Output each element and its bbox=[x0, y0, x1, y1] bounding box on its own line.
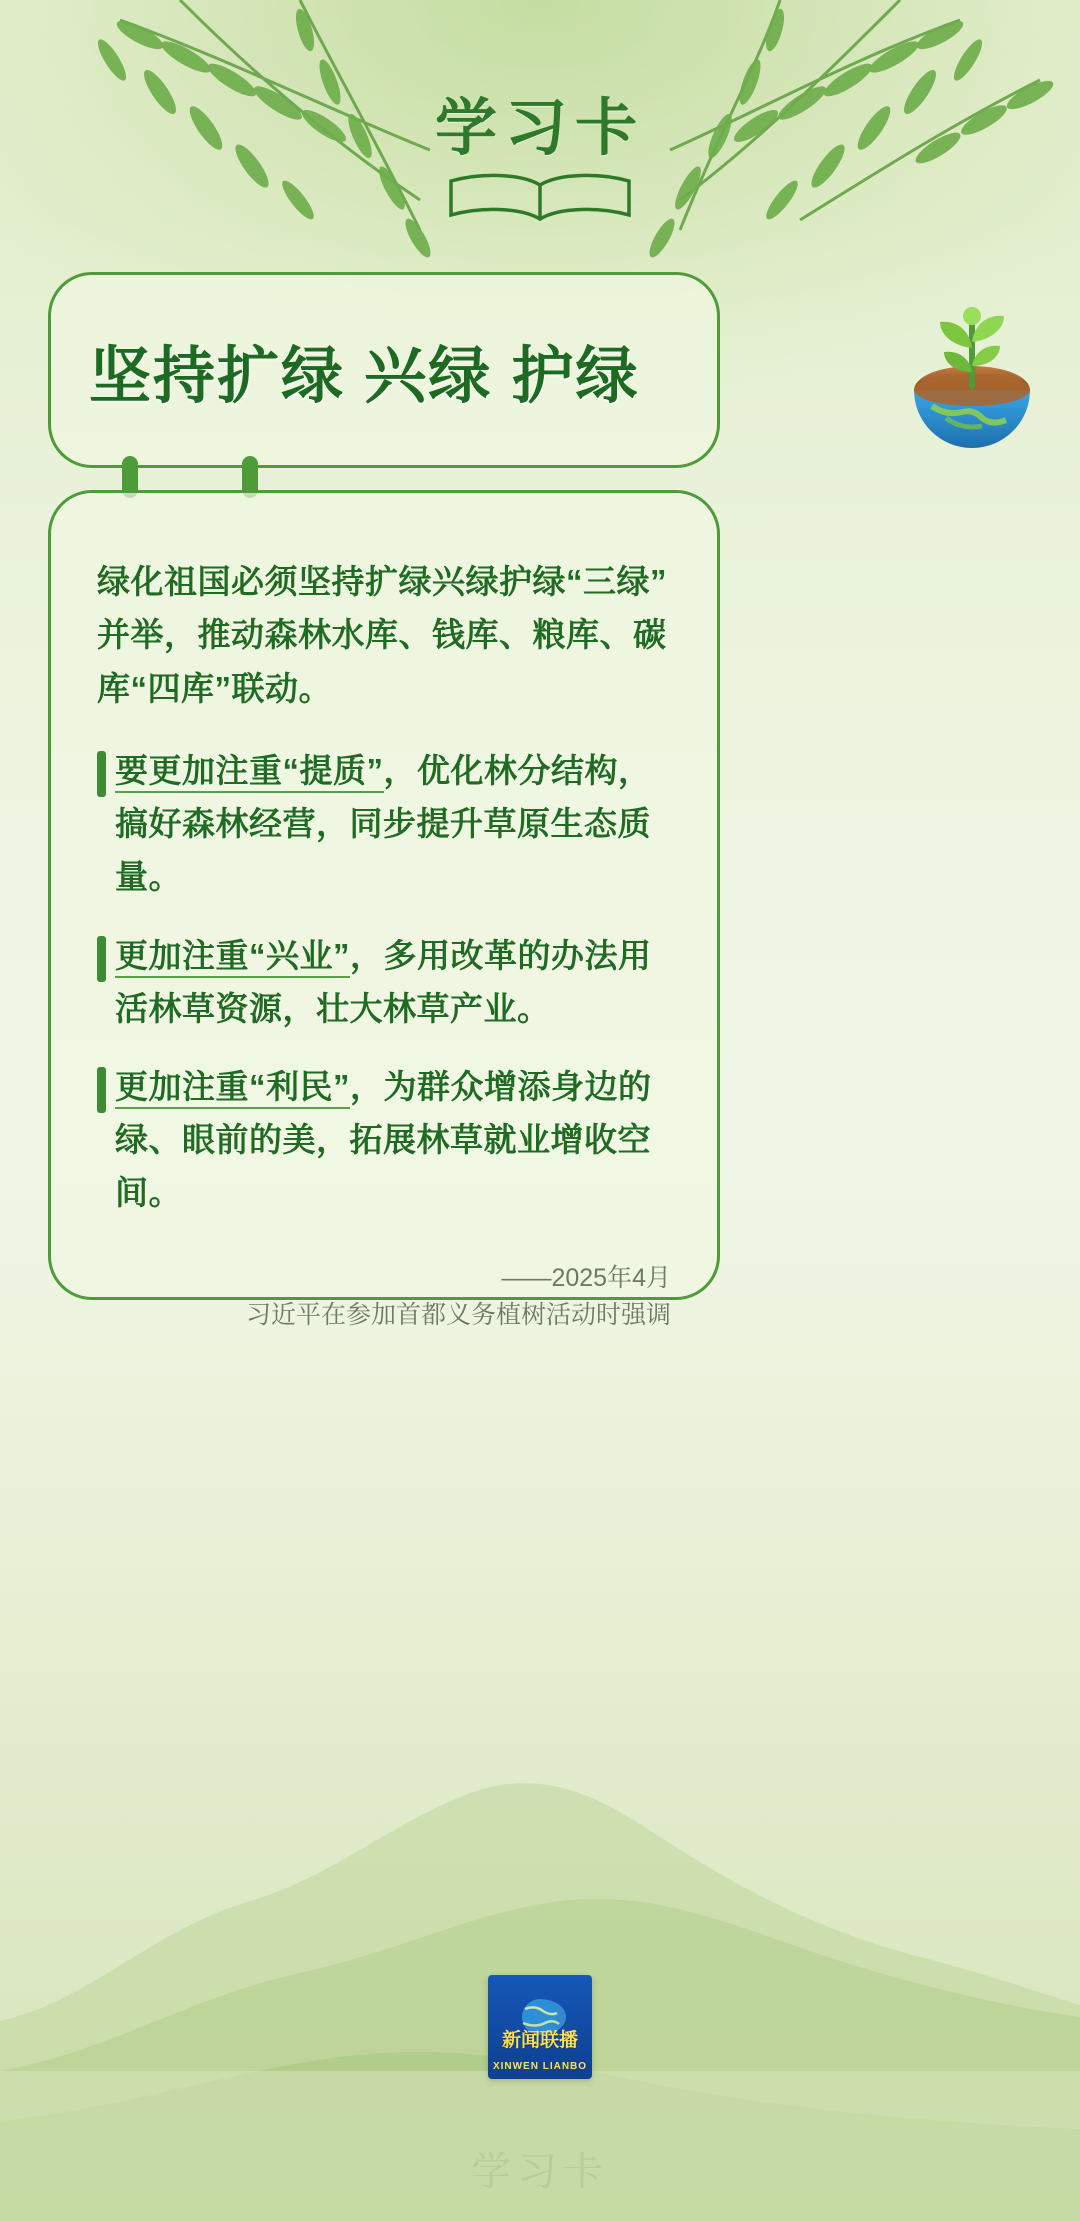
quote-point-3-highlight: 更加注重“利民” bbox=[115, 1068, 350, 1109]
watermark: 学习卡 bbox=[471, 2149, 609, 2194]
headline-card bbox=[48, 272, 720, 468]
logo-label-en: XINWEN LIANBO bbox=[492, 2061, 588, 2072]
brand-label: 学习卡 bbox=[434, 95, 645, 163]
quote-source-note: 习近平在参加首都义务植树活动时强调 bbox=[245, 1301, 671, 1330]
mountain-silhouette-decoration bbox=[0, 1601, 1080, 2221]
quote-point-2-rest: ，多用改革的办法用活林草资源，壮大林草产业。 bbox=[115, 936, 652, 1027]
logo-label-cn: 新闻联播 bbox=[501, 2030, 578, 2051]
quote-point-1-rest: ，优化林分结构，搞好森林经营，同步提升草原生态质量。 bbox=[115, 752, 652, 895]
open-book-icon bbox=[0, 169, 1080, 234]
quote-point-2 bbox=[97, 930, 671, 1036]
page-title: 坚持扩绿 兴绿 护绿 bbox=[89, 341, 640, 411]
xinwen-lianbo-logo bbox=[488, 1975, 592, 2079]
quote-card bbox=[48, 490, 720, 1330]
quote-point-1-highlight: 要更加注重“提质” bbox=[115, 752, 384, 793]
quote-point-2-highlight: 更加注重“兴业” bbox=[115, 937, 350, 978]
quote-source bbox=[97, 1260, 671, 1335]
quote-point-1 bbox=[97, 745, 671, 903]
quote-point-3-rest: ，为群众增添身边的绿、眼前的美，拓展林草就业增收空间。 bbox=[115, 1068, 652, 1211]
quote-point-3 bbox=[97, 1061, 671, 1219]
quote-intro: 绿化祖国必须坚持扩绿兴绿护绿“三绿”并举，推动森林水库、钱库、粮库、碳库“四库”联动。 bbox=[97, 563, 667, 707]
sprout-globe-icon bbox=[882, 286, 1062, 466]
quote-source-date: ——2025年4月 bbox=[501, 1263, 671, 1292]
brand-mark bbox=[0, 78, 1080, 234]
